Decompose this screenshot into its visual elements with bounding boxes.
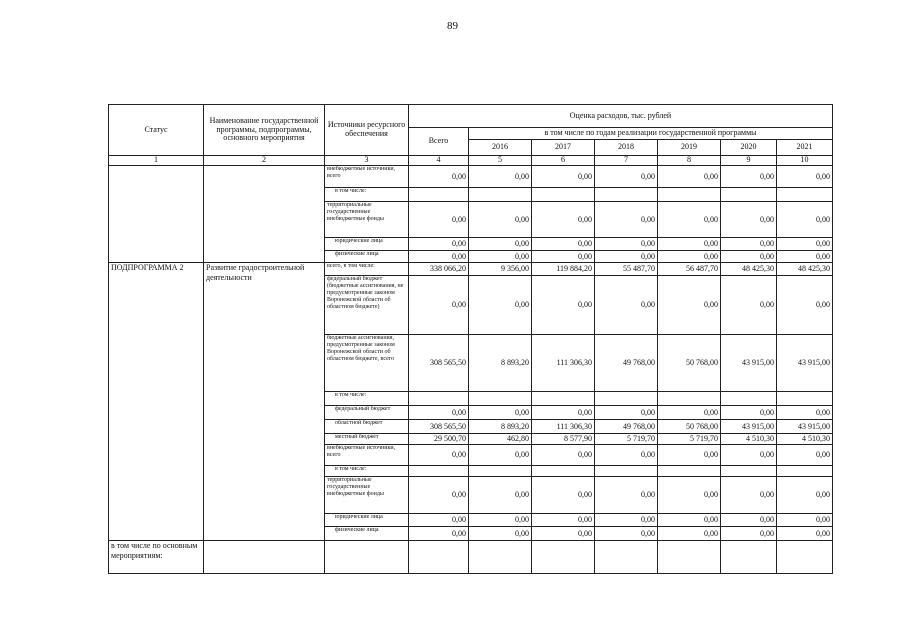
value-cell: 0,00 xyxy=(469,477,532,514)
value-cell xyxy=(721,188,777,202)
source-cell: территориальные государственные внебюджетные фонды xyxy=(325,477,409,514)
status-cell xyxy=(109,166,204,263)
value-cell: 49 768,00 xyxy=(595,420,658,434)
value-cell xyxy=(409,466,469,477)
value-cell: 0,00 xyxy=(658,238,721,251)
value-cell: 0,00 xyxy=(409,514,469,527)
value-cell: 43 915,00 xyxy=(777,335,833,392)
value-cell xyxy=(469,541,532,574)
value-cell: 0,00 xyxy=(409,238,469,251)
value-cell: 338 066,20 xyxy=(409,263,469,276)
value-cell xyxy=(777,541,833,574)
value-cell: 0,00 xyxy=(532,527,595,541)
value-cell: 0,00 xyxy=(595,251,658,263)
value-cell: 43 915,00 xyxy=(777,420,833,434)
source-cell: областной бюджет xyxy=(325,420,409,434)
value-cell xyxy=(409,541,469,574)
header-by-year: в том числе по годам реализации государственной программы xyxy=(469,128,833,140)
header-year: 2018 xyxy=(595,140,658,156)
value-cell: 0,00 xyxy=(658,445,721,466)
value-cell: 0,00 xyxy=(469,514,532,527)
value-cell: 48 425,30 xyxy=(777,263,833,276)
value-cell: 0,00 xyxy=(532,406,595,420)
value-cell xyxy=(658,466,721,477)
value-cell xyxy=(595,392,658,406)
value-cell: 0,00 xyxy=(532,445,595,466)
header-total: Всего xyxy=(409,128,469,156)
value-cell: 50 768,00 xyxy=(658,420,721,434)
value-cell: 0,00 xyxy=(532,166,595,188)
value-cell: 0,00 xyxy=(595,477,658,514)
col-number: 8 xyxy=(658,156,721,166)
value-cell xyxy=(658,188,721,202)
source-cell: местный бюджет xyxy=(325,434,409,445)
value-cell: 4 510,30 xyxy=(721,434,777,445)
value-cell xyxy=(721,466,777,477)
value-cell: 0,00 xyxy=(721,202,777,238)
value-cell xyxy=(469,466,532,477)
value-cell xyxy=(532,188,595,202)
table-row xyxy=(109,263,833,276)
source-cell: внебюджетные источники, всего xyxy=(325,445,409,466)
value-cell: 0,00 xyxy=(469,202,532,238)
value-cell xyxy=(595,466,658,477)
value-cell: 0,00 xyxy=(658,276,721,335)
col-number: 6 xyxy=(532,156,595,166)
value-cell: 111 306,30 xyxy=(532,335,595,392)
source-cell xyxy=(325,541,409,574)
col-number: 4 xyxy=(409,156,469,166)
value-cell: 0,00 xyxy=(595,527,658,541)
table-body xyxy=(109,166,833,574)
header-year: 2021 xyxy=(777,140,833,156)
page-number: 89 xyxy=(447,20,458,32)
value-cell: 5 719,70 xyxy=(595,434,658,445)
value-cell: 9 356,00 xyxy=(469,263,532,276)
value-cell: 308 565,50 xyxy=(409,420,469,434)
value-cell: 119 884,20 xyxy=(532,263,595,276)
value-cell: 5 719,70 xyxy=(658,434,721,445)
source-cell: в том числе: xyxy=(325,188,409,202)
budget-table xyxy=(108,104,833,574)
value-cell: 0,00 xyxy=(595,166,658,188)
value-cell: 0,00 xyxy=(595,202,658,238)
source-cell: юридические лица xyxy=(325,238,409,251)
value-cell: 55 487,70 xyxy=(595,263,658,276)
value-cell: 0,00 xyxy=(777,445,833,466)
value-cell: 0,00 xyxy=(777,166,833,188)
name-cell xyxy=(204,541,325,574)
col-number: 3 xyxy=(325,156,409,166)
value-cell xyxy=(658,541,721,574)
value-cell: 0,00 xyxy=(777,527,833,541)
source-cell: внебюджетные источники, всего xyxy=(325,166,409,188)
value-cell: 308 565,50 xyxy=(409,335,469,392)
value-cell: 8 893,20 xyxy=(469,335,532,392)
header-sources: Источники ресурсного обеспечения xyxy=(325,105,409,156)
value-cell: 0,00 xyxy=(721,166,777,188)
source-cell: физические лица xyxy=(325,251,409,263)
value-cell xyxy=(777,188,833,202)
value-cell: 0,00 xyxy=(777,406,833,420)
value-cell: 0,00 xyxy=(409,166,469,188)
header-year: 2020 xyxy=(721,140,777,156)
value-cell xyxy=(532,466,595,477)
subprogram-name: Развитие градостроительной деятельности xyxy=(204,263,325,541)
value-cell: 0,00 xyxy=(658,527,721,541)
col-number: 2 xyxy=(204,156,325,166)
value-cell: 0,00 xyxy=(532,276,595,335)
source-cell: в том числе: xyxy=(325,466,409,477)
value-cell: 0,00 xyxy=(469,251,532,263)
value-cell: 0,00 xyxy=(721,527,777,541)
value-cell: 0,00 xyxy=(532,251,595,263)
value-cell: 0,00 xyxy=(721,477,777,514)
value-cell: 0,00 xyxy=(595,445,658,466)
col-number: 5 xyxy=(469,156,532,166)
value-cell xyxy=(595,541,658,574)
table-row xyxy=(109,166,833,188)
value-cell: 0,00 xyxy=(777,477,833,514)
value-cell: 0,00 xyxy=(658,251,721,263)
value-cell: 8 893,20 xyxy=(469,420,532,434)
value-cell xyxy=(721,541,777,574)
value-cell: 0,00 xyxy=(409,276,469,335)
value-cell: 0,00 xyxy=(595,406,658,420)
header-estimate: Оценка расходов, тыс. рублей xyxy=(409,105,833,128)
value-cell xyxy=(595,188,658,202)
name-cell xyxy=(204,166,325,263)
value-cell: 0,00 xyxy=(469,238,532,251)
value-cell: 0,00 xyxy=(658,477,721,514)
value-cell: 0,00 xyxy=(721,445,777,466)
value-cell: 0,00 xyxy=(532,477,595,514)
value-cell: 0,00 xyxy=(777,202,833,238)
value-cell: 0,00 xyxy=(469,406,532,420)
value-cell: 0,00 xyxy=(658,202,721,238)
value-cell: 0,00 xyxy=(777,276,833,335)
value-cell: 0,00 xyxy=(777,238,833,251)
value-cell: 50 768,00 xyxy=(658,335,721,392)
value-cell: 0,00 xyxy=(721,514,777,527)
source-cell: федеральный бюджет (бюджетные ассигнования, не предусмотренные законом Воронежской области об областном бюджете) xyxy=(325,276,409,335)
source-cell: бюджетные ассигнования, предусмотренные законом Воронежской области об областном бюджете, всего xyxy=(325,335,409,392)
source-cell: территориальные государственные внебюджетные фонды xyxy=(325,202,409,238)
value-cell xyxy=(532,392,595,406)
value-cell: 0,00 xyxy=(658,166,721,188)
table-row xyxy=(109,541,833,574)
value-cell: 0,00 xyxy=(532,238,595,251)
col-number: 7 xyxy=(595,156,658,166)
value-cell xyxy=(409,392,469,406)
value-cell: 43 915,00 xyxy=(721,420,777,434)
value-cell: 0,00 xyxy=(532,202,595,238)
value-cell: 0,00 xyxy=(469,445,532,466)
source-cell: юридические лица xyxy=(325,514,409,527)
value-cell xyxy=(409,188,469,202)
value-cell: 0,00 xyxy=(595,276,658,335)
value-cell xyxy=(469,392,532,406)
value-cell: 0,00 xyxy=(721,251,777,263)
source-cell: всего, в том числе: xyxy=(325,263,409,276)
header-year: 2017 xyxy=(532,140,595,156)
value-cell: 8 577,90 xyxy=(532,434,595,445)
value-cell: 0,00 xyxy=(409,251,469,263)
col-number: 9 xyxy=(721,156,777,166)
value-cell: 0,00 xyxy=(595,514,658,527)
value-cell: 0,00 xyxy=(409,406,469,420)
value-cell: 0,00 xyxy=(469,527,532,541)
col-number: 1 xyxy=(109,156,204,166)
value-cell: 56 487,70 xyxy=(658,263,721,276)
value-cell xyxy=(777,466,833,477)
value-cell: 0,00 xyxy=(777,251,833,263)
source-cell: физические лица xyxy=(325,527,409,541)
value-cell: 0,00 xyxy=(469,166,532,188)
value-cell: 43 915,00 xyxy=(721,335,777,392)
value-cell: 0,00 xyxy=(721,238,777,251)
value-cell xyxy=(721,392,777,406)
value-cell: 111 306,30 xyxy=(532,420,595,434)
value-cell: 0,00 xyxy=(409,202,469,238)
value-cell: 0,00 xyxy=(409,445,469,466)
header-year: 2019 xyxy=(658,140,721,156)
value-cell: 0,00 xyxy=(721,276,777,335)
value-cell: 0,00 xyxy=(469,276,532,335)
value-cell: 0,00 xyxy=(777,514,833,527)
value-cell: 462,80 xyxy=(469,434,532,445)
value-cell: 0,00 xyxy=(658,406,721,420)
value-cell: 0,00 xyxy=(532,514,595,527)
value-cell: 0,00 xyxy=(595,238,658,251)
header-year: 2016 xyxy=(469,140,532,156)
col-number: 10 xyxy=(777,156,833,166)
header-name: Наименование государственной программы, подпрограммы, основного мероприятия xyxy=(204,105,325,156)
value-cell: 0,00 xyxy=(658,514,721,527)
value-cell: 29 500,70 xyxy=(409,434,469,445)
value-cell: 0,00 xyxy=(409,527,469,541)
value-cell: 4 510,30 xyxy=(777,434,833,445)
value-cell xyxy=(532,541,595,574)
source-cell: федеральный бюджет xyxy=(325,406,409,420)
header-status: Статус xyxy=(109,105,204,156)
subprogram-status: ПОДПРОГРАММА 2 xyxy=(109,263,204,541)
value-cell xyxy=(469,188,532,202)
value-cell: 0,00 xyxy=(721,406,777,420)
footer-status: в том числе по основным мероприятиям: xyxy=(109,541,204,574)
value-cell: 0,00 xyxy=(409,477,469,514)
value-cell: 49 768,00 xyxy=(595,335,658,392)
value-cell xyxy=(777,392,833,406)
value-cell: 48 425,30 xyxy=(721,263,777,276)
source-cell: в том числе: xyxy=(325,392,409,406)
value-cell xyxy=(658,392,721,406)
